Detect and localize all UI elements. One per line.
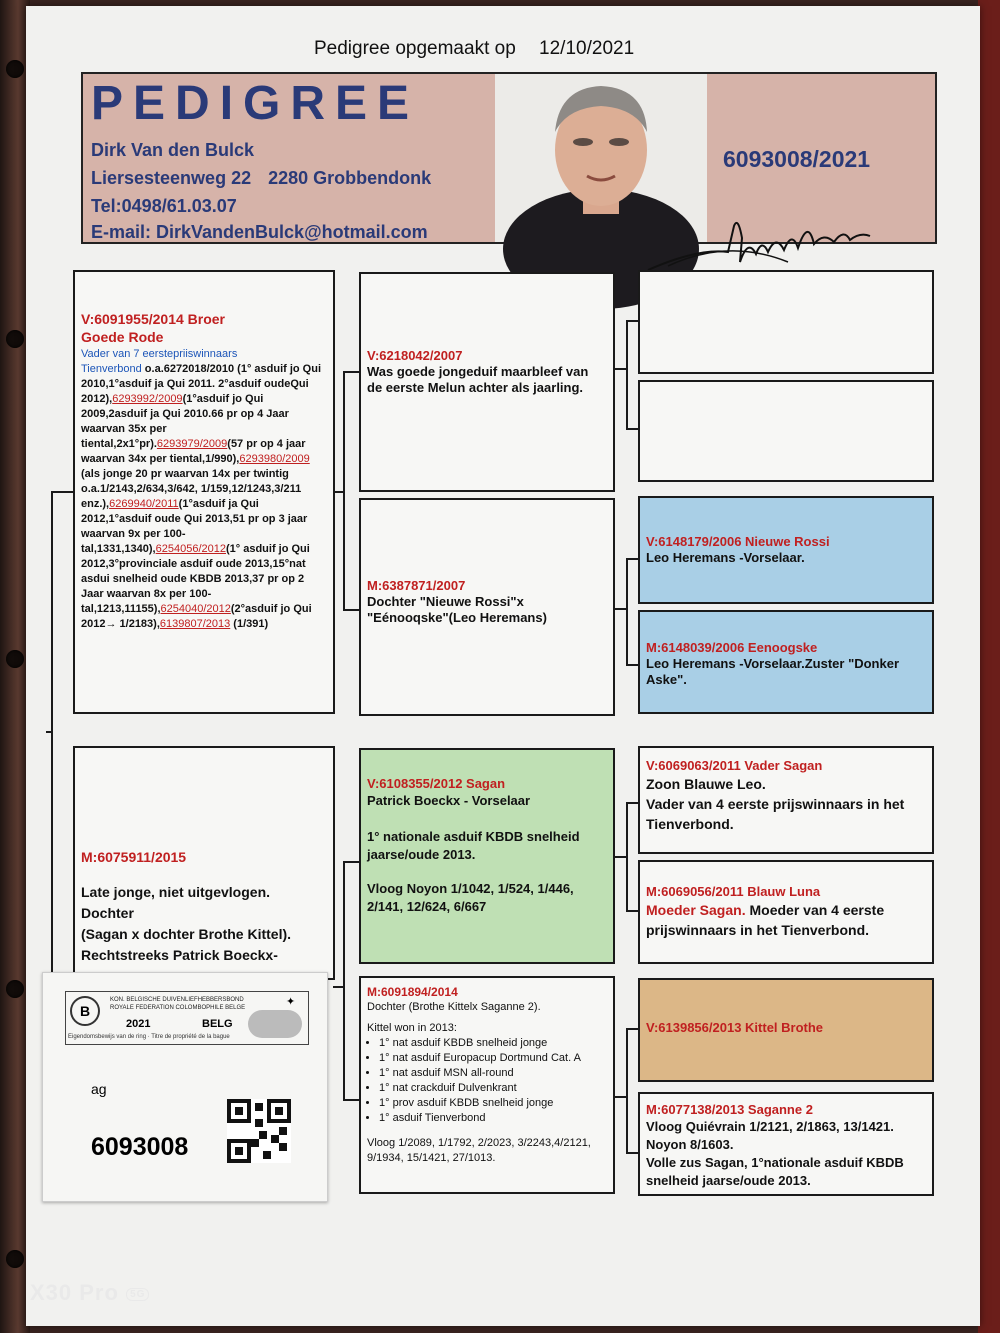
watermark-model: X30 Pro (30, 1280, 119, 1305)
connector-line (51, 491, 53, 985)
sire-dam-title: M:6387871/2007 (367, 578, 466, 593)
owner-address (91, 168, 431, 189)
sire-text: (2°asduif jo Qui 2012→ 1/2183), (81, 603, 312, 630)
connector-line (626, 428, 638, 430)
connector-line (46, 731, 53, 733)
page-title-text: Pedigree opgemaakt op (314, 38, 516, 59)
sire-ref: 6254040/2012 (160, 603, 231, 615)
sd-sire-box (638, 496, 934, 604)
ds-dam-red: Moeder Sagan. (646, 902, 746, 918)
card-org (110, 996, 245, 1012)
sd-sire-title: V:6148179/2006 Nieuwe Rossi (646, 534, 830, 549)
dam-sire-flights: Vloog Noyon 1/1042, 1/524, 1/446, 2/141, 12/624, 6/667 (367, 881, 574, 914)
list-item: • 1° nat asduif MSN all-round (379, 1066, 607, 1081)
connector-line (343, 609, 359, 611)
connector-line (626, 558, 628, 666)
dam-dam-box (359, 976, 615, 1194)
dam-dam-sub: Dochter (Brothe Kittelx Saganne 2). (367, 1001, 541, 1013)
connector-line (626, 320, 638, 322)
connector-line (626, 1152, 638, 1154)
connector-line (343, 861, 345, 1101)
ds-dam-title: M:6069056/2011 Blauw Luna (646, 884, 821, 899)
belgian-federation-logo: B (70, 996, 100, 1026)
background-edge (978, 0, 1000, 1333)
connector-line (626, 1028, 628, 1154)
dam-line: Rechtstreeks Patrick Boeckx- (81, 947, 278, 963)
sire-title-2: Goede Rode (81, 329, 164, 345)
ds-sire-title: V:6069063/2011 Vader Sagan (646, 758, 823, 773)
ss-sire-box (638, 270, 934, 374)
ds-sire-line2: Vader van 4 eerste prijswinnaars in het Tienverbond. (646, 796, 905, 832)
ds-dam-box (638, 860, 934, 964)
connector-line (626, 664, 638, 666)
connector-line (626, 320, 628, 430)
punch-hole (6, 980, 24, 998)
list-item: • 1° nat asduif Europacup Dortmund Cat. A (379, 1051, 607, 1066)
connector-line (343, 371, 359, 373)
punch-hole (6, 650, 24, 668)
dd-sire-title: V:6139856/2013 Kittel Brothe (646, 1020, 824, 1035)
sire-sire-text: Was goede jongeduif maarbleef van de eerste Melun achter als jaarling. (367, 364, 589, 395)
owner-name: Dirk Van den Bulck (91, 140, 255, 160)
sire-ref: 6139807/2013 (159, 618, 231, 630)
connector-line (626, 910, 638, 912)
punch-hole (6, 330, 24, 348)
dam-line: Dochter (81, 905, 134, 921)
sire-dam-text: Dochter "Nieuwe Rossi"x "Eénooqske"(Leo Heremans) (367, 594, 547, 625)
card-caption: Eigendomsbewijs van de ring · Titre de propriété de la bague (68, 1034, 230, 1040)
owner-phone: Tel:0498/61.03.07 (91, 196, 237, 216)
list-item: • 1° prov asduif KBDB snelheid jonge (379, 1096, 607, 1111)
dam-dam-title: M:6091894/2014 (367, 985, 458, 999)
sd-sire-text: Leo Heremans -Vorselaar. (646, 550, 805, 565)
address-city: 2280 Grobbendonk (268, 168, 432, 188)
sire-ref: 6293979/2009 (156, 438, 228, 450)
sire-ref: 6293980/2009 (239, 453, 310, 465)
sire-sire-title: V:6218042/2007 (367, 348, 463, 363)
sire-text: (1° asduif jo Qui 2012,3°provinciale asduif oude 2013,15°nat asdui snelheid oude KBDB 2013,37 pr op 2 Jaar waarvan 8x per 100-tal,1213,11155), (81, 543, 310, 615)
dam-line: (Sagan x dochter Brothe Kittel). (81, 926, 292, 942)
sire-text: (1/391) (230, 618, 269, 630)
card-org-fr: ROYALE FEDERATION COLOMBOPHILE BELGE (110, 1005, 246, 1011)
page-date: 12/10/2021 (539, 38, 635, 59)
watermark-badge: 5G (126, 1288, 149, 1301)
punch-hole (6, 60, 24, 78)
camera-watermark (30, 1280, 149, 1306)
card-ring-number: 6093008 (91, 1133, 189, 1161)
dd-dam-text1: Vloog Quiévrain 1/2121, 2/1863, 13/1421. Noyon 8/1603. (646, 1119, 894, 1152)
connector-line (626, 802, 638, 804)
pigeon-icon: ✦ (286, 996, 296, 1008)
sire-text: (57 pr op 4 jaar waarvan 34x per tiental,1/990), (81, 438, 306, 465)
dd-dam-box (638, 1092, 934, 1196)
dam-dam-won: Kittel won in 2013: (367, 1022, 457, 1034)
sd-dam-box (638, 610, 934, 714)
dam-box (73, 746, 335, 980)
address-street: Liersesteenweg 22 (91, 168, 252, 188)
sire-box (73, 270, 335, 714)
card-sex: ag (91, 1081, 107, 1097)
card-year: 2021 (126, 1018, 151, 1030)
connector-line (626, 558, 638, 560)
page-title (314, 38, 634, 60)
owner-email: E-mail: DirkVandenBulck@hotmail.com (91, 222, 428, 242)
dam-dam-list (367, 1036, 607, 1126)
dam-sire-title: V:6108355/2012 Sagan (367, 776, 506, 791)
dam-sire-box (359, 748, 615, 964)
pedigree-sheet (26, 6, 980, 1326)
sire-blue-text-2: Tienverbond (81, 363, 142, 375)
ring-emblem-icon (248, 1010, 302, 1038)
list-item: • 1° asduif Tienverbond (379, 1111, 607, 1126)
sire-description (81, 347, 327, 632)
sire-text: o.a.6272018/2010 (1° asduif jo Qui 2010,1°asduif ja Qui 2011. 2°asduif oudeQui 2012), (81, 363, 322, 405)
header-ring-number: 6093008/2021 (723, 146, 871, 172)
dd-dam-title: M:6077138/2013 Saganne 2 (646, 1102, 813, 1117)
pedigree-heading: PEDIGREE (91, 77, 420, 130)
ds-dam-text (646, 900, 926, 940)
dam-line: Late jonge, niet uitgevlogen. (81, 884, 271, 900)
card-header (65, 991, 309, 1045)
ds-sire-box (638, 746, 934, 854)
punch-hole (6, 1250, 24, 1268)
sd-dam-text: Leo Heremans -Vorselaar.Zuster "Donker Aske". (646, 656, 900, 687)
connector-line (626, 802, 628, 912)
connector-line (343, 371, 345, 611)
card-org-nl: KON. BELGISCHE DUIVENLIEFHEBBERSBOND (110, 997, 244, 1003)
dam-sire-text: 1° nationale asduif KBDB snelheid jaarse/oude 2013. (367, 829, 580, 862)
ss-dam-box (638, 380, 934, 482)
connector-line (343, 861, 359, 863)
ds-sire-line1: Zoon Blauwe Leo. (646, 776, 766, 792)
sire-text: (1°asduif ja Qui 2012,1°asduif oude Qui 2013,51 pr op 3 jaar waarvan 9x per 100-tal,1331,1340), (81, 498, 308, 555)
sire-ref: 6254056/2012 (155, 543, 226, 555)
sire-title: V:6091955/2014 Broer (81, 311, 225, 327)
sire-blue-text: Vader van 7 eerstepriiswinnaars (81, 348, 238, 360)
dam-text (81, 882, 327, 966)
card-country: BELG (202, 1018, 233, 1030)
sire-dam-box (359, 498, 615, 716)
connector-line (343, 1099, 359, 1101)
dam-title: M:6075911/2015 (81, 849, 187, 865)
connector-line (626, 1028, 638, 1030)
ds-dam-rest: Moeder van 4 eerste prijswinnaars in het Tienverbond. (646, 902, 885, 938)
sire-sire-box (359, 272, 615, 492)
list-item: • 1° nat asduif KBDB snelheid jonge (379, 1036, 607, 1051)
dam-dam-flights: Vloog 1/2089, 1/1792, 2/2023, 3/2243,4/2121, 9/1934, 15/1421, 27/1013. (367, 1137, 591, 1164)
list-item: • 1° nat crackduif Dulvenkrant (379, 1081, 607, 1096)
sd-dam-title: M:6148039/2006 Eenoogske (646, 640, 818, 655)
sire-ref: 6269940/2011 (109, 498, 179, 510)
ring-certificate-card (42, 972, 328, 1202)
dam-sire-owner: Patrick Boeckx - Vorselaar (367, 793, 531, 808)
sire-ref: 6293992/2009 (112, 393, 183, 405)
sire-text: (1°asduif jo Qui 2009,2asduif ja Qui 2010.66 pr op 4 Jaar waarvan 35x per tiental,2x1°pr). (81, 393, 289, 450)
sire-text: (als jonge 20 pr waarvan 14x per twintig o.a.1/2143,2/634,3/642, 1/159,12/1243,3/211 enz.), (81, 468, 302, 510)
qr-code-icon (227, 1099, 291, 1163)
connector-line (51, 491, 73, 493)
dd-dam-text2: Volle zus Sagan, 1°nationale asduif KBDB snelheid jaarse/oude 2013. (646, 1155, 904, 1188)
dd-sire-box (638, 978, 934, 1082)
